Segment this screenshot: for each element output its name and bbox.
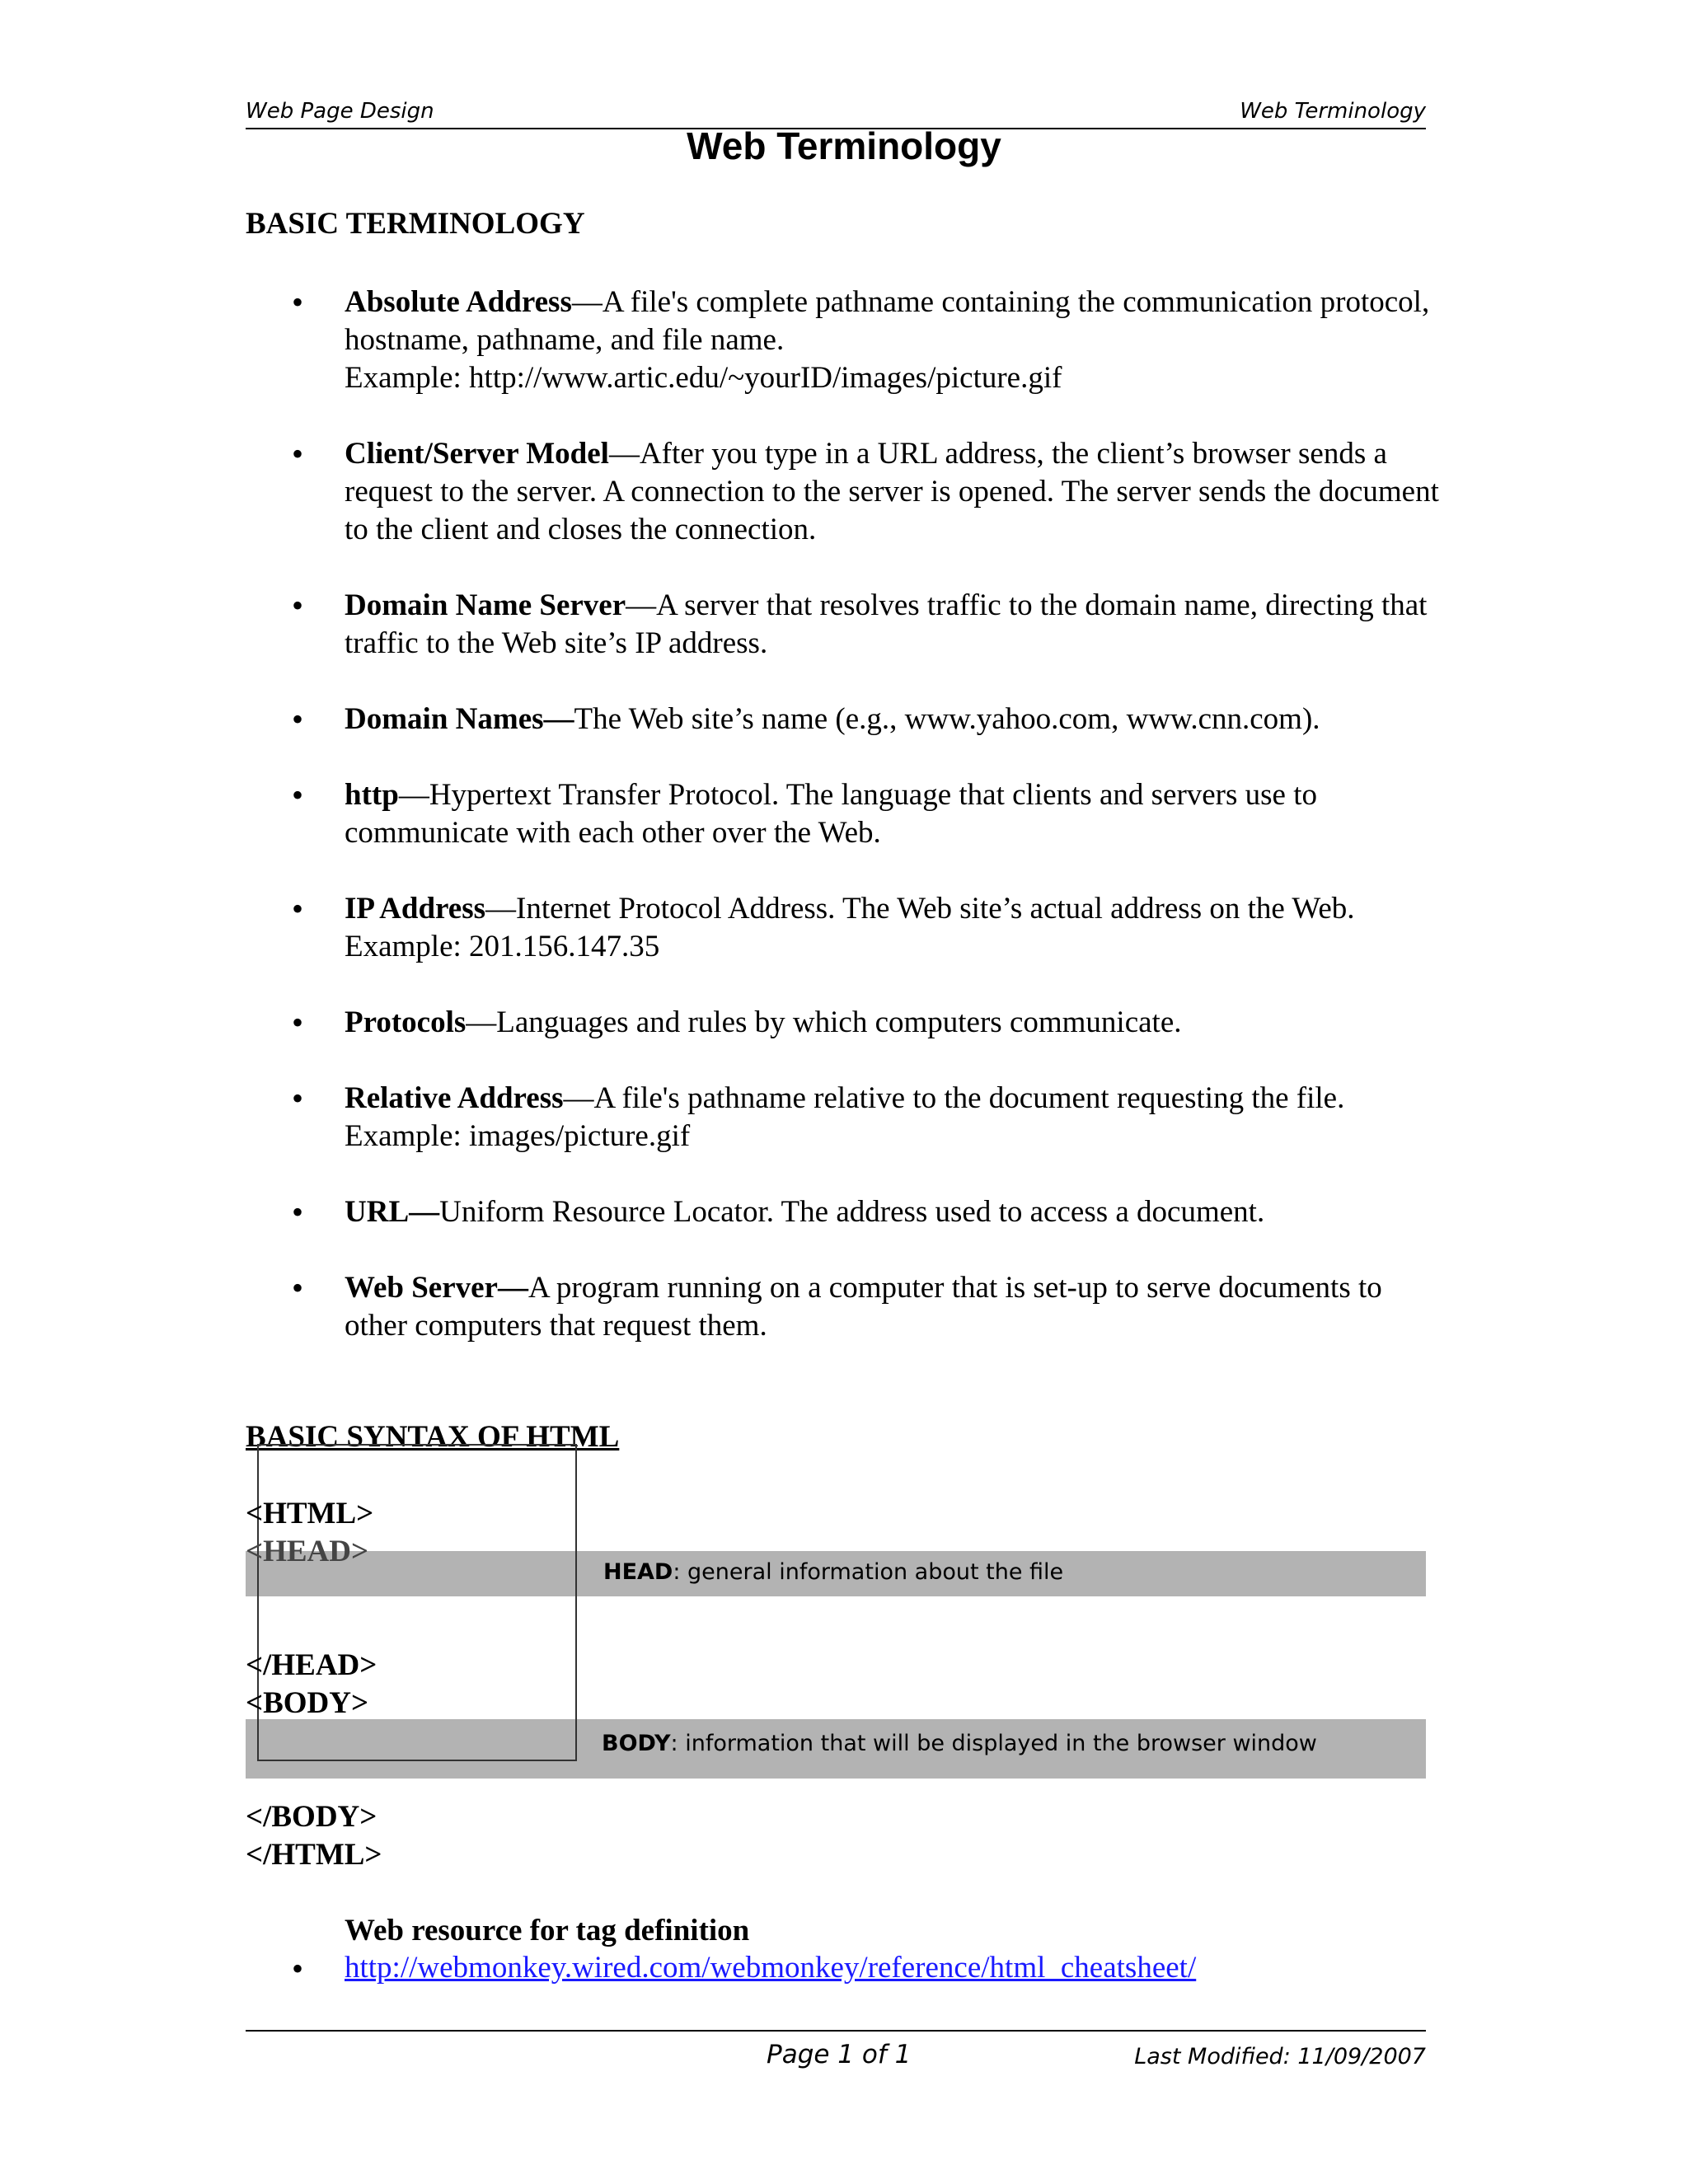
body-note <box>602 1731 1317 1756</box>
bullet-icon: • <box>292 890 304 927</box>
term: IP Address <box>345 892 486 926</box>
term: http <box>345 778 399 812</box>
head-note-text: : general information about the file <box>673 1559 1064 1585</box>
list-item <box>345 890 1441 966</box>
cheatsheet-link[interactable]: http://webmonkey.wired.com/webmonkey/reference/html_cheatsheet/ <box>345 1951 1197 1985</box>
bullet-icon: • <box>292 284 304 321</box>
definition: —A file's complete pathname containing the communication protocol, hostname, pathname, and file name. <box>345 285 1430 357</box>
term: Web Server— <box>345 1271 528 1305</box>
bullet-icon: • <box>292 1004 304 1041</box>
list-item <box>345 1269 1441 1345</box>
html-close-tag: </HTML> <box>246 1838 382 1872</box>
head-close-tag: </HEAD> <box>246 1648 377 1682</box>
definition: —A server that resolves traffic to the domain name, directing that traffic to the Web site’s IP address. <box>345 588 1428 660</box>
html-open-tag: <HTML> <box>246 1497 374 1530</box>
footer-rule <box>246 2030 1426 2032</box>
basic-terminology-heading: BASIC TERMINOLOGY <box>246 207 585 241</box>
term: Absolute Address <box>345 285 572 319</box>
page-title: Web Terminology <box>687 124 1001 167</box>
definition: —Languages and rules by which computers communicate. <box>466 1005 1182 1039</box>
term: Domain Names— <box>345 702 574 736</box>
definition: A program running on a computer that is set-up to serve documents to other computers that request them. <box>345 1271 1382 1343</box>
page-number: Page 1 of 1 <box>767 2040 912 2069</box>
bullet-icon: • <box>292 701 304 738</box>
bullet-icon: • <box>292 1193 304 1230</box>
resource-heading: Web resource for tag definition <box>345 1914 750 1947</box>
head-note-label: HEAD <box>603 1559 673 1585</box>
definition: —Hypertext Transfer Protocol. The language that clients and servers use to communicate with each other over the Web. <box>345 778 1318 850</box>
bullet-icon: • <box>292 776 304 813</box>
html-syntax-heading: BASIC SYNTAX OF HTML <box>246 1420 620 1454</box>
term: Client/Server Model <box>345 437 609 471</box>
header-right: Web Terminology <box>1240 99 1426 124</box>
definition: —Internet Protocol Address. The Web site’s actual address on the Web. Example: 201.156.147.35 <box>345 892 1355 963</box>
term: Relative Address <box>345 1081 564 1115</box>
list-item <box>345 435 1441 549</box>
definition: —After you type in a URL address, the client’s browser sends a request to the server. A connection to the server is opened. The server sends the document to the client and closes the connection. <box>345 437 1439 546</box>
head-note <box>603 1559 1063 1585</box>
body-note-text: : information that will be displayed in the browser window <box>670 1731 1317 1756</box>
body-note-label: BODY <box>602 1731 671 1756</box>
list-item <box>345 587 1441 663</box>
term: Domain Name Server <box>345 588 626 622</box>
term: Protocols <box>345 1005 467 1039</box>
list-item <box>345 1004 1441 1042</box>
bullet-icon: • <box>292 435 304 472</box>
example: Example: http://www.artic.edu/~yourID/images/picture.gif <box>345 361 1062 395</box>
bullet-icon: • <box>292 1080 304 1117</box>
definition: Uniform Resource Locator. The address used to access a document. <box>439 1195 1265 1229</box>
list-item <box>345 1193 1441 1231</box>
header-left: Web Page Design <box>246 99 434 124</box>
list-item <box>345 701 1441 738</box>
bullet-icon: • <box>292 587 304 624</box>
list-item <box>345 284 1441 397</box>
bullet-icon: • <box>292 1950 304 1987</box>
definition: The Web site’s name (e.g., www.yahoo.com, www.cnn.com). <box>574 702 1320 736</box>
term: URL— <box>345 1195 440 1229</box>
list-item <box>345 1080 1453 1155</box>
body-close-tag: </BODY> <box>246 1800 377 1834</box>
example: Example: images/picture.gif <box>345 1119 691 1153</box>
bullet-icon: • <box>292 1269 304 1306</box>
body-open-tag: <BODY> <box>246 1686 369 1720</box>
definition: —A file's pathname relative to the document requesting the file. <box>563 1081 1345 1115</box>
head-open-tag: <HEAD> <box>246 1535 369 1568</box>
last-modified: Last Modified: 11/09/2007 <box>1134 2044 1426 2069</box>
list-item <box>345 776 1441 852</box>
